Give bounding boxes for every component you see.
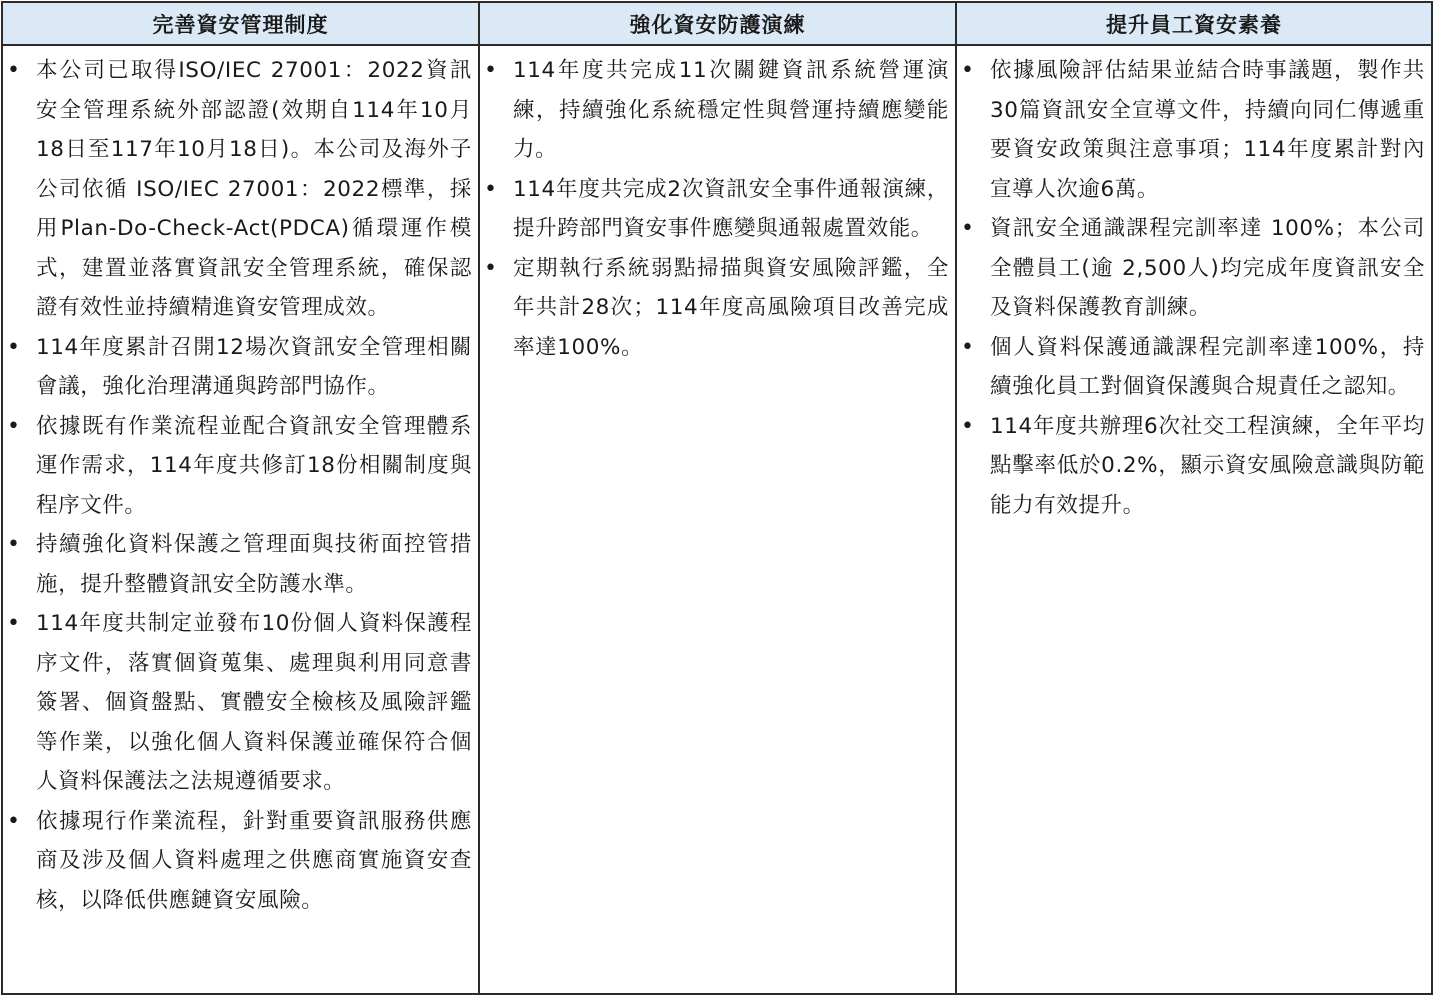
column-header-drills: 強化資安防護演練	[479, 2, 956, 45]
column-cell-management	[2, 45, 479, 994]
infosec-table	[1, 1, 1433, 995]
list-item: • 依據既有作業流程並配合資訊安全管理體系運作需求，114年度共修訂18份相關制度與程序文件。	[7, 407, 472, 526]
column-header-awareness: 提升員工資安素養	[956, 2, 1432, 45]
list-item: • 依據風險評估結果並結合時事議題，製作共30篇資訊安全宣導文件，持續向同仁傳遞重要資安政策與注意事項；114年度累計對內宣導人次逾6萬。	[961, 51, 1425, 209]
column-cell-drills	[479, 45, 956, 994]
content-row	[2, 45, 1432, 994]
list-item: • 114年度累計召開12場次資訊安全管理相關會議，強化治理溝通與跨部門協作。	[7, 328, 472, 407]
list-item: • 資訊安全通識課程完訓率達 100%；本公司全體員工(逾 2,500人)均完成年度資訊安全及資料保護教育訓練。	[961, 209, 1425, 328]
list-item: • 114年度共制定並發布10份個人資料保護程序文件，落實個資蒐集、處理與利用同意書簽署、個資盤點、實體安全檢核及風險評鑑等作業，以強化個人資料保護並確保符合個人資料保護法之法規遵循要求。	[7, 604, 472, 802]
column-cell-awareness	[956, 45, 1432, 994]
list-item: • 定期執行系統弱點掃描與資安風險評鑑，全年共計28次；114年度高風險項目改善完成率達100%。	[484, 249, 949, 368]
list-item: • 114年度共完成11次關鍵資訊系統營運演練，持續強化系統穩定性與營運持續應變能力。	[484, 51, 949, 170]
list-item: • 個人資料保護通識課程完訓率達100%，持續強化員工對個資保護與合規責任之認知。	[961, 328, 1425, 407]
management-list	[7, 51, 472, 920]
awareness-list	[961, 51, 1425, 525]
list-item: • 持續強化資料保護之管理面與技術面控管措施，提升整體資訊安全防護水準。	[7, 525, 472, 604]
drills-list	[484, 51, 949, 367]
header-row	[2, 2, 1432, 45]
list-item: • 114年度共辦理6次社交工程演練，全年平均點擊率低於0.2%，顯示資安風險意識與防範能力有效提升。	[961, 407, 1425, 526]
list-item: • 依據現行作業流程，針對重要資訊服務供應商及涉及個人資料處理之供應商實施資安查核，以降低供應鏈資安風險。	[7, 802, 472, 921]
list-item: • 114年度共完成2次資訊安全事件通報演練，提升跨部門資安事件應變與通報處置效能。	[484, 170, 949, 249]
column-header-management: 完善資安管理制度	[2, 2, 479, 45]
list-item: • 本公司已取得ISO/IEC 27001：2022資訊安全管理系統外部認證(效期自114年10月18日至117年10月18日)。本公司及海外子公司依循 ISO/IEC 27001：2022標準，採用Plan-Do-Check-Act(PDCA)循環運作模式，建置並落實資訊安全管理系統，確保認證有效性並持續精進資安管理成效。	[7, 51, 472, 328]
